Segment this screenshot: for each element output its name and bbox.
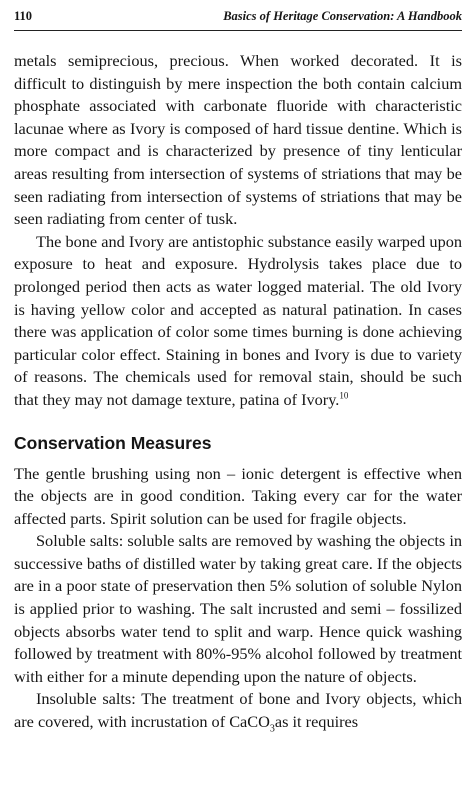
- section-heading: Conservation Measures: [14, 432, 212, 453]
- paragraph-text: metals semiprecious, precious. When worked decorated. It is difficult to distinguish by mere inspection the both contain calcium phosphate associated with carbonate fluoride with characteristic lacunae where as Ivory is composed of hard tissue dentine. Which is more compact and is characterized by presence of tiny lenticular areas resulting from intersection of systems of striations that may be seen radiating from intersection of systems of striations that may be seen radiating from center of tusk.: [14, 51, 462, 229]
- paragraph-text: Soluble salts: soluble salts are removed by washing the objects in successive baths of distilled water by taking great care. If the objects are in a poor state of preservation then 5% solution of soluble Nylon is applied prior to washing. The salt incrusted and semi – fossilized objects absorbs water tend to split and warp. Hence quick washing followed by treatment with 80%-95% alcohol followed by treatment with either for a minute depending upon the nature of objects.: [14, 531, 462, 686]
- paragraph-bone-ivory: [14, 231, 462, 412]
- paragraph-text: as it requires: [274, 712, 359, 732]
- book-page: [14, 0, 462, 799]
- running-head: [14, 9, 462, 29]
- body-text: [14, 50, 462, 734]
- paragraph-continued: [14, 50, 462, 231]
- chemical-subscript: 3: [269, 723, 275, 735]
- paragraph-insoluble-salts: [14, 688, 462, 733]
- paragraph-soluble-salts: [14, 530, 462, 688]
- paragraph-text: Insoluble salts: The treatment of bone and Ivory objects, which are covered, with incrustation of CaCO: [14, 689, 462, 732]
- running-title: Basics of Heritage Conservation: A Handbook: [223, 9, 462, 23]
- footnote-marker: 10: [339, 390, 349, 401]
- paragraph-brushing: [14, 463, 462, 531]
- page-number: 110: [14, 9, 33, 23]
- paragraph-text: The bone and Ivory are antistophic substance easily warped upon exposure to heat and exposure. Hydrolysis takes place due to prolonged period then acts as water logged material. The old Ivory is having yellow color and accepted as natural patination. In cases there was application of color some times burning is done achieving particular color effect. Staining in bones and Ivory is due to variety of reasons. The chemicals used for removal stain, should be such that they may not damage texture, patina of Ivory.: [14, 231, 462, 409]
- header-rule: [14, 30, 462, 31]
- paragraph-text: The gentle brushing using non – ionic detergent is effective when the objects are in good condition. Taking every car for the water affected parts. Spirit solution can be used for fragile objects.: [14, 463, 462, 528]
